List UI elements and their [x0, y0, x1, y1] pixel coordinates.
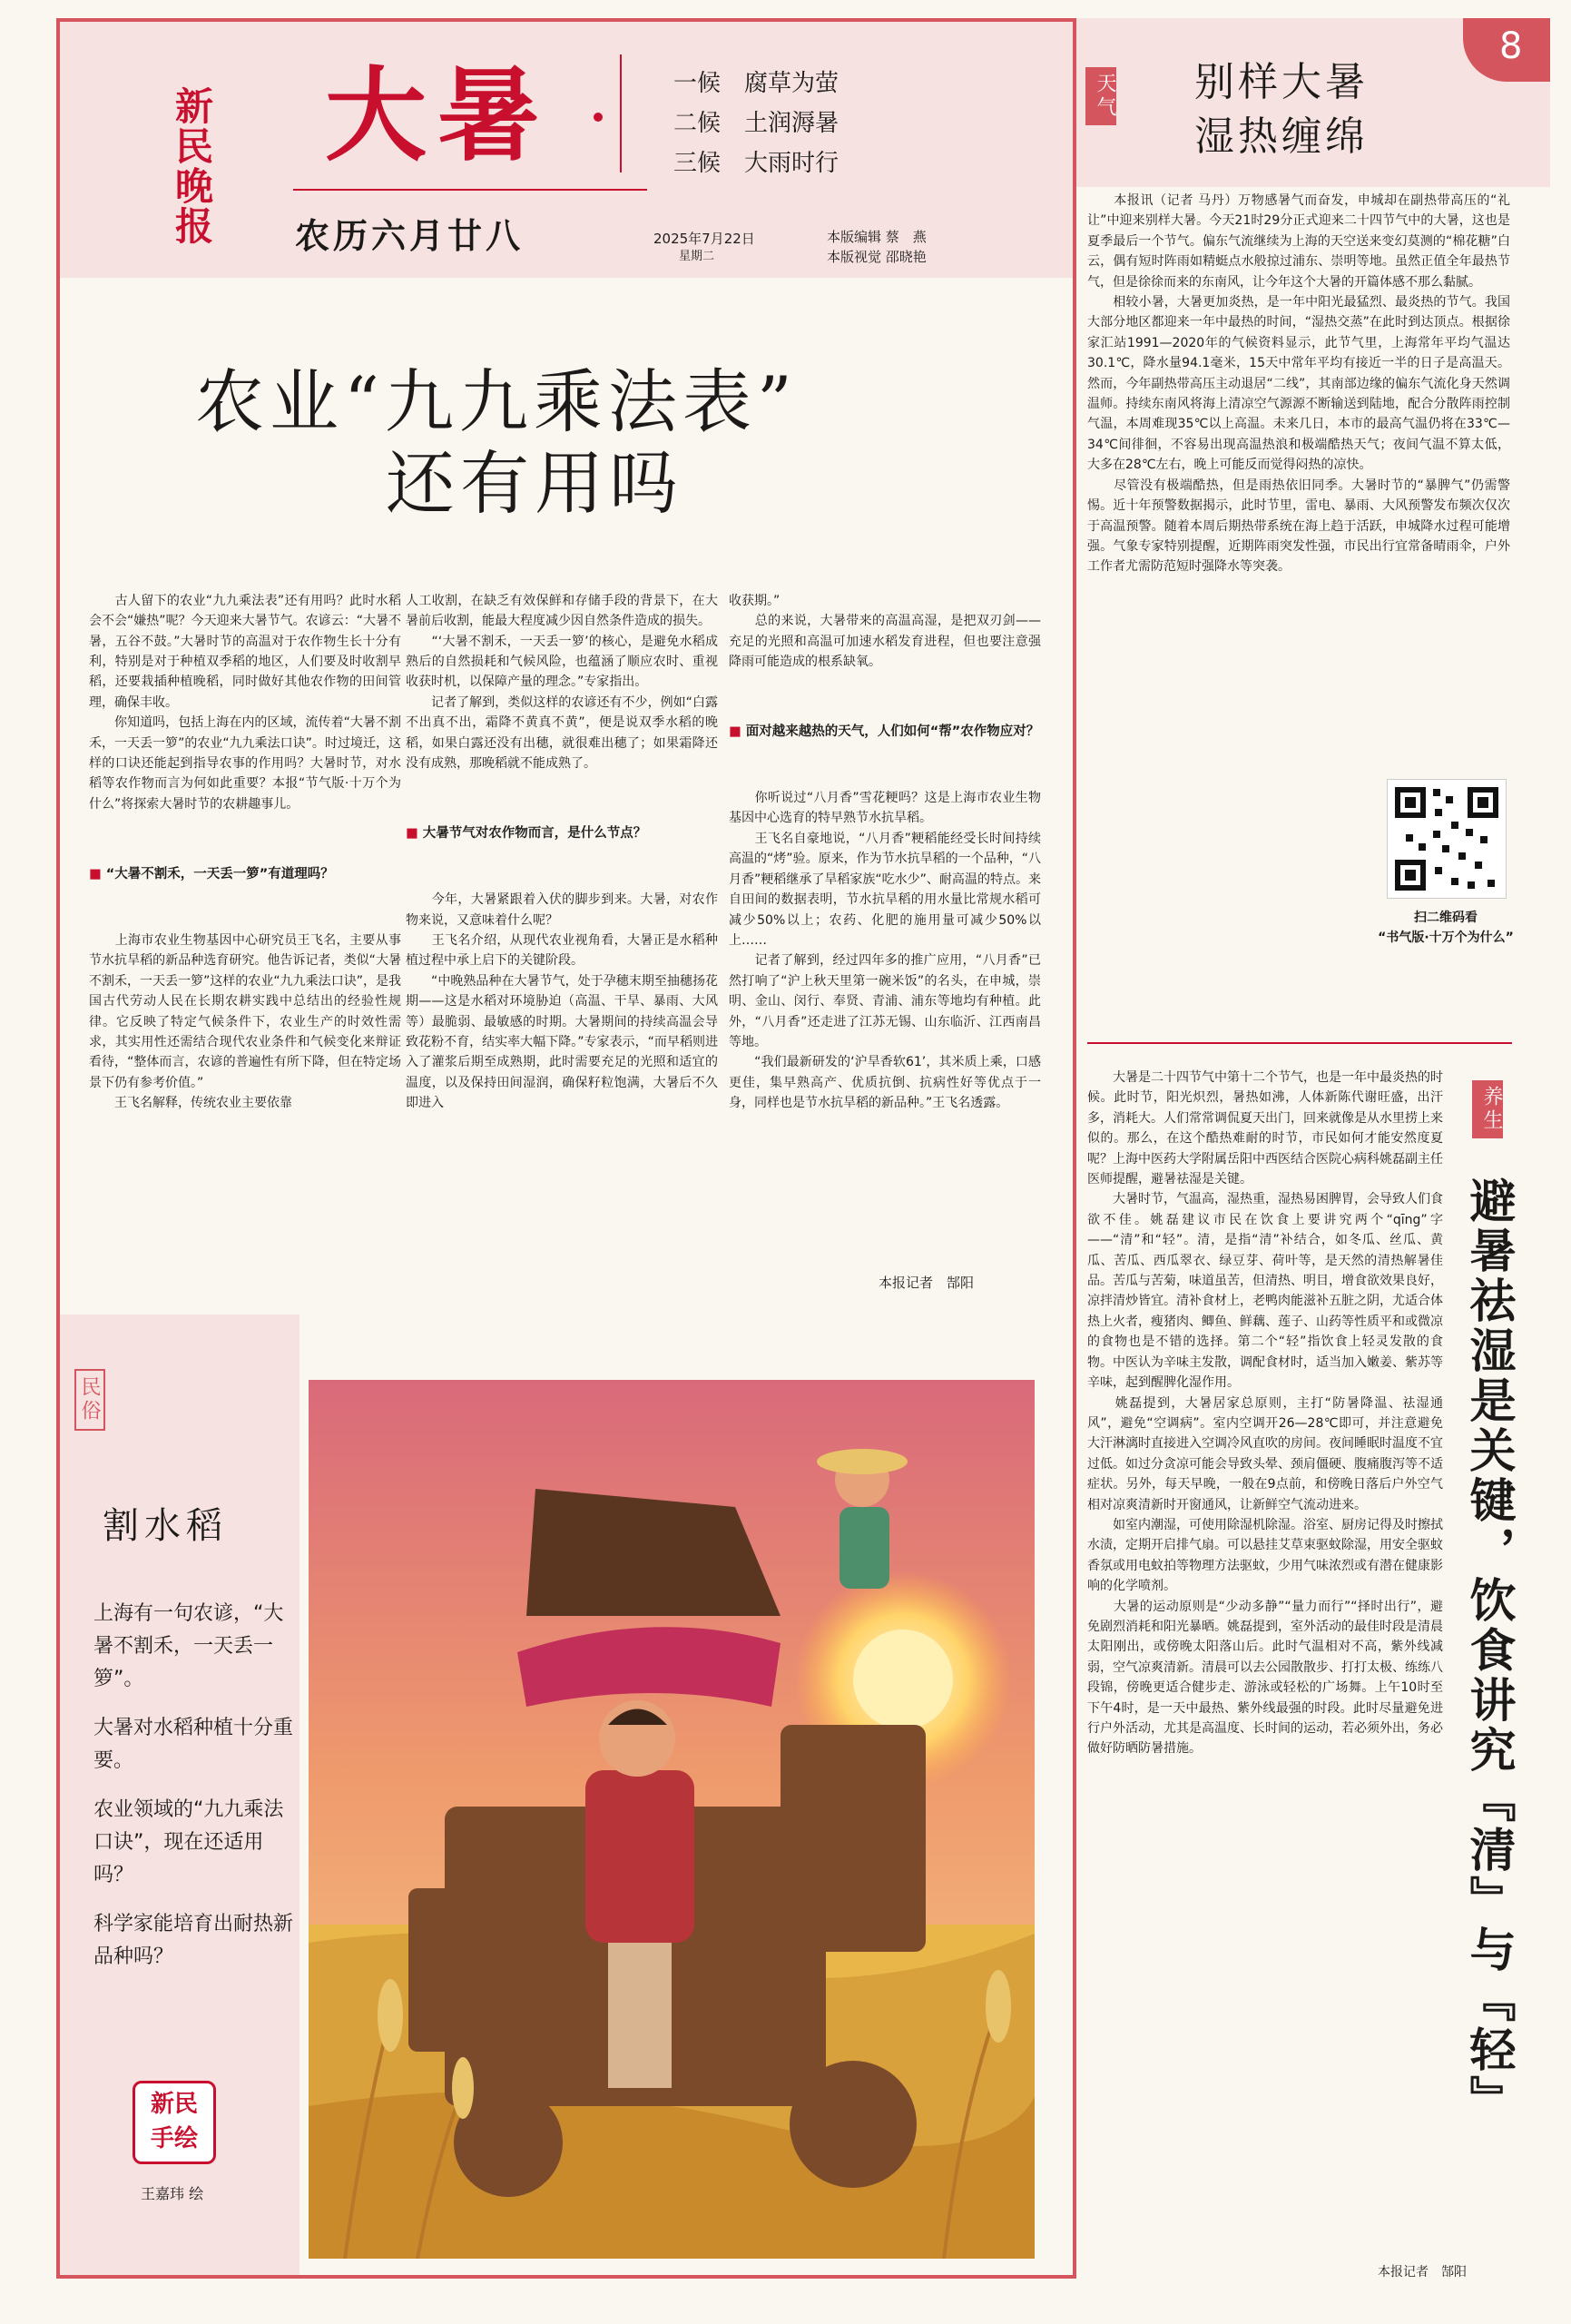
hou-2: 二候 土润溽暑 — [673, 110, 840, 137]
newspaper-logo: 新民晚报 — [170, 86, 214, 246]
article-subhead-2: ■ 大暑节气对农作物而言，是什么节点？ — [406, 826, 647, 842]
folk-point-1: 上海有一句农谚，“大暑不割禾，一天丢一箩”。 — [93, 1602, 284, 1690]
article-column-1 — [89, 550, 401, 1134]
weather-title-line2: 湿热缠绵 — [1194, 113, 1369, 160]
weather-tag: 天气 — [1085, 67, 1116, 125]
hou-3: 三候 大雨时行 — [673, 150, 840, 177]
subhead-marker-2: ■ — [406, 826, 423, 842]
page-editor: 本版编辑 蔡 燕 — [827, 229, 927, 245]
article-col1-para: 古人留下的农业“九九乘法表”还有用吗？此时水稻会不会“嫌热”呢？今天迎来大暑节气。农谚云：“大暑不暑，五谷不鼓。”大暑时节的高温对于农作物生长十分有利，特别是对于种植双季稻的地区，人们要及时收割早稻，还要栽插种植晚稻，同时做好其他农作物的田间管理，确保丰收。 你知道吗，包括上海在内的区域，流传着“大暑不割禾，一天丢一箩”的农业“九九乘法口诀”。时过境迁，这样的口诀还能起到指导农事的作用吗？大暑时节，对水稻等农作物而言为何如此重要？本报“节气版·十万个为什么”将探索大暑时节的农耕趣事儿。 — [89, 593, 401, 812]
folk-tag: 民俗 — [74, 1369, 105, 1431]
masthead-divider — [620, 54, 622, 172]
seal-line-2: 手绘 — [150, 2125, 198, 2152]
article-col3-para: 收获期。” 总的来说，大暑带来的高温高湿，是把双刃剑——充足的光照和高温可加速水稻发育进程，但也要注意强降雨可能造成的根系缺氧。 — [729, 593, 1041, 670]
lunar-date: 农历六月廿八 — [295, 215, 525, 256]
weather-title-line1: 别样大暑 — [1194, 59, 1369, 105]
qr-caption — [1378, 908, 1514, 948]
hou-1: 一候 腐草为萤 — [673, 70, 840, 97]
title-dot — [594, 113, 603, 122]
publish-date: 2025年7月22日 — [653, 231, 755, 247]
health-body: 大暑是二十四节气中第十二个节气，也是一年中最炎热的时候。此时节，阳光炽烈，暑热如沸，人体新陈代谢旺盛，出汗多，消耗大。人们常常调侃夏天出门，回来就像是从水里捞上来似的。那么，在这个酷热难耐的时节，市民如何才能安然度夏呢？上海中医药大学附属岳阳中西医结合医院心病科姚磊副主任医师提醒，避暑祛湿是关键。 大暑时节，气温高，湿热重，湿热易困脾胃，会导致人们食欲不佳。姚磊建议市民在饮食上要讲究两个“qīng”字——“清”和“轻”。清，是指“清”补结合，如冬瓜、丝瓜、黄瓜、苦瓜、西瓜翠衣、绿豆芽、荷叶等，是天然的清热解暑佳品。苦瓜与苦菊，味道虽苦，但清热、明目，增食欲效果良好，凉拌清炒皆宜。清补食材上，老鸭肉能滋补五脏之阴，尤适合体热上火者，瘦猪肉、鲫鱼、鲜藕、莲子、山药等性质平和或微凉的食物也是不错的选择。第二个“轻”指饮食上轻灵发散的食物。中医认为辛味主发散，调配食材时，适当加入嫩姜、紫苏等辛味，起到醒脾化湿作用。 姚磊提到，大暑居家总原则，主打“防暑降温、祛湿通风”，避免“空调病”。室内空调开26—28℃即可，并注意避免大汗淋漓时直接进入空调冷风直吹的房间。夜间睡眠时温度不宜过低。如过分贪凉可能会导致头晕、颈肩僵硬、腹痛腹泻等不适症状。另外，每天早晚，一般在9点前，和傍晚日落后户外空气相对凉爽清新时开窗通风，让新鲜空气流动进来。 如室内潮湿，可使用除湿机除湿。浴室、厨房记得及时擦拭水渍，定期开启排气扇。可以悬挂艾草束驱蚊除湿，用安全驱蚊香氛或用电蚊拍等物理方法驱蚊，少用气味浓烈或有潜在健康影响的化学喷剂。 大暑的运动原则是“少动多静”“量力而行”“择时出行”，避免剧烈消耗和阳光暴晒。姚磊提到，室外活动的最佳时段是清晨太阳刚出，或傍晚太阳落山后。此时气温相对不高，紫外线减弱，空气凉爽清新。清晨可以去公园散散步、打打太极、练练八段锦，傍晚更适合健步走、游泳或轻松的广场舞。上午10时至下午4时，是一天中最热、紫外线最强的时段。此时尽量避免进行户外活动，尤其是高温度、长时间的运动，若必须外出，务必做好防晒防暑措施。 — [1087, 1070, 1443, 1757]
qr-caption-line2: “书气版·十万个为什么” — [1378, 931, 1514, 945]
subhead-marker-3: ■ — [729, 724, 746, 740]
folk-title: 割水稻 — [103, 1505, 228, 1547]
folk-tag-wrap — [74, 1369, 105, 1431]
weekday: 星期二 — [679, 250, 715, 263]
health-byline: 本报记者 郜阳 — [1378, 2265, 1467, 2280]
article-subhead-3: ■ 面对越来越热的天气，人们如何“帮”农作物应对？ — [729, 724, 1040, 740]
seal-stamp — [133, 2081, 216, 2164]
page-number: 8 — [1499, 25, 1523, 67]
artist-credit: 王嘉玮 绘 — [141, 2185, 204, 2202]
three-hou-list — [673, 64, 839, 183]
qr-code[interactable] — [1387, 779, 1507, 899]
health-tag-wrap — [1472, 1080, 1503, 1138]
article-byline: 本报记者 郜阳 — [879, 1275, 975, 1291]
qr-caption-line1: 扫二维码看 — [1414, 911, 1478, 925]
subhead-marker-1: ■ — [89, 867, 106, 882]
article-subhead-1: ■ “大暑不割禾，一天丢一箩”有道理吗？ — [89, 867, 334, 882]
section-divider — [1087, 1042, 1512, 1044]
harvest-illustration — [309, 1380, 1035, 2259]
article-col1b-para: 上海市农业生物基因中心研究员王飞名，主要从事节水抗旱稻的新品种选育研究。他告诉记者，类似“大暑不割禾，一天丢一箩”这样的农业“九九乘法口诀”，是我国古代劳动人民在长期农耕实践中总结出的经验性规律。它反映了特定气候条件下，农业生产的时效性需求，其实用性还需结合现代农业条件和气候变化来辩证看待，“整体而言，农谚的普遍性有所下降，但在特定场景下仍有参考价值。” 王飞名解释，传统农业主要依靠 — [89, 932, 401, 1111]
folk-point-2: 大暑对水稻种植十分重要。 — [93, 1717, 294, 1772]
page-visual: 本版视觉 邵晓艳 — [827, 249, 927, 265]
main-title-line1: 农业“九九乘法表” — [195, 361, 798, 442]
weather-tag-wrap — [1085, 67, 1116, 125]
health-title: 避暑祛湿是关键，饮食讲究『清』与『轻』 — [1461, 1177, 1516, 2125]
article-column-3 — [729, 550, 1041, 1134]
seal-line-1: 新民 — [150, 2091, 198, 2118]
solar-term-title: 大暑 — [325, 56, 550, 175]
folk-point-4: 科学家能培育出耐热新品种吗？ — [93, 1913, 294, 1968]
folk-point-3: 农业领域的“九九乘法口诀”，现在还适用吗？ — [93, 1798, 284, 1886]
article-column-2 — [406, 550, 718, 1134]
article-col3b-para: 你听说过“八月香”雪花粳吗？这是上海市农业生物基因中心选育的特早熟节水抗旱稻。 王飞名自豪地说，“八月香”粳稻能经受长时间持续高温的“烤”验。原来，作为节水抗旱稻的一个品种，“八月香”粳稻继承了旱稻家族“吃水少”、耐高温的特点。来自田间的数据表明，节水抗旱稻的用水量比常规水稻可减少50%以上；农药、化肥的施用量可减少50%以上…… 记者了解到，经过四年多的推广应用，“八月香”已然打响了“沪上秋天里第一碗米饭”的名头，在申城，崇明、金山、闵行、奉贤、青浦、浦东等地均有种植。此外，“八月香”还走进了江苏无锡、山东临沂、江西南昌等地。 “我们最新研发的‘沪旱香软61’，其米质上乘，口感更佳，集早熟高产、优质抗倒、抗病性好等优点于一身，同样也是节水抗旱稻的新品种。”王飞名透露。 — [729, 791, 1041, 1111]
lunar-underline — [293, 189, 647, 191]
folk-points — [93, 1598, 293, 1974]
main-title-line2: 还有用吗 — [386, 443, 683, 524]
health-tag: 养生 — [1472, 1080, 1503, 1138]
weather-body: 本报讯（记者 马丹）万物感暑气而奋发，申城却在副热带高压的“礼让”中迎来别样大暑。今天21时29分正式迎来二十四节气中的大暑，这也是夏季最后一个节气。偏东气流继续为上海的天空送来变幻莫测的“棉花糖”白云，偶有短时阵雨如精蜓点水般掠过浦东、崇明等地。虽然正值全年最热节气，但是徐徐而来的东南风，让今年这个大暑的开篇体感不那么黏腻。 相较小暑，大暑更加炎热，是一年中阳光最猛烈、最炎热的节气。我国大部分地区都迎来一年中最热的时间，“湿热交蒸”在此时到达顶点。根据徐家汇站1991—2020年的气候资料显示，此节气里，上海常年平均气温达30.1℃，降水量94.1毫米，15天中常年平均有接近一半的日子是高温天。然而，今年副热带高压主动退居“二线”，其南部边缘的偏东气流化身天然调温师。持续东南风将海上清凉空气源源不断输送到陆地，配合分散阵雨控制气温，本周难现35℃以上高温。未来几日，本市的最高气温仍将在33℃—34℃间徘徊，不容易出现高温热浪和极端酷热天气；夜间气温不算太低，大多在28℃左右，晚上可能反而觉得闷热的凉快。 尽管没有极端酷热，但是雨热依旧同季。大暑时节的“暴脾气”仍需警惕。近十年预警数据揭示，此时节里，雷电、暴雨、大风预警发布频次仅次于高温预警。随着本周后期热带系统在海上趋于活跃，申城降水过程可能增强。气象专家特别提醒，近期阵雨突发性强，市民出行宜常备晴雨伞，户外工作者尤需防范短时强降水等突袭。 — [1087, 193, 1510, 575]
article-col2b-para: 今年，大暑紧跟着入伏的脚步到来。大暑，对农作物来说，又意味着什么呢？ 王飞名介绍，从现代农业视角看，大暑正是水稻种植过程中承上启下的关键阶段。 “中晚熟品种在大暑节气，处于孕穗末期至抽穗扬花期——这是水稻对环境胁迫（高温、干旱、暴雨、大风等）最脆弱、最敏感的时期。大暑期间的持续高温会导致花粉不育，结实率大幅下降。”专家表示，“而早稻则进入了灌浆后期至成熟期，此时需要充足的光照和适宜的温度，以及保持田间湿润，确保籽粒饱满，大暑后不久即进入 — [406, 892, 718, 1111]
article-col2-para: 人工收割，在缺乏有效保鲜和存储手段的背景下，在大暑前后收割，能最大程度减少因自然条件造成的损失。 “‘大暑不割禾，一天丢一箩’的核心，是避免水稻成熟后的自然损耗和气候风险，也蕴涵了顺应农时、重视收获时机，以保障产量的理念。”专家指出。 记者了解到，类似这样的农谚还有不少，例如“白露不出真不出，霜降不黄真不黄”，便是说双季水稻的晚稻，如果白露还没有出穗，就很难出穗了；如果霜降还没有成熟，那晚稻就不能成熟了。 — [406, 593, 718, 772]
